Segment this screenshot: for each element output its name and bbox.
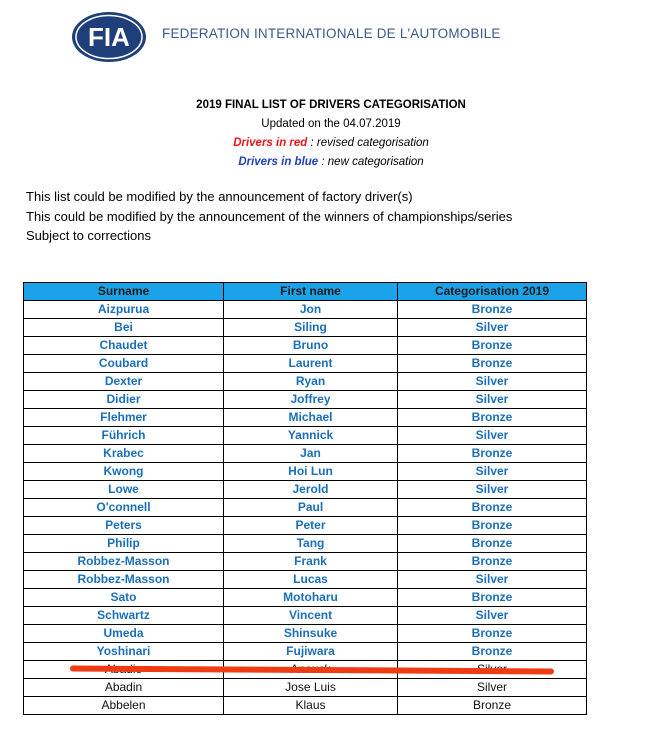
- cell-surname: Kwong: [24, 463, 224, 481]
- drivers-table: [23, 282, 587, 715]
- blue-legend: [0, 153, 662, 172]
- note-line: This could be modified by the announcement of the winners of championships/series: [26, 208, 513, 224]
- cell-first-name: Hoi Lun: [224, 463, 398, 481]
- page-title: 2019 FINAL LIST OF DRIVERS CATEGORISATION: [196, 99, 466, 111]
- col-header-surname: Surname: [24, 283, 224, 301]
- cell-first-name: Klaus: [224, 697, 398, 715]
- cell-categorisation: Silver: [398, 463, 587, 481]
- notes: [26, 187, 512, 246]
- cell-first-name: Yannick: [224, 427, 398, 445]
- cell-first-name: Tang: [224, 535, 398, 553]
- table-row: [24, 607, 587, 625]
- cell-categorisation: Bronze: [398, 517, 587, 535]
- cell-surname: Chaudet: [24, 337, 224, 355]
- table-row: [24, 679, 587, 697]
- table-row: [24, 373, 587, 391]
- cell-categorisation: Silver: [398, 679, 587, 697]
- col-header-categorisation: Categorisation 2019: [398, 283, 587, 301]
- cell-first-name: Vincent: [224, 607, 398, 625]
- cell-first-name: Frank: [224, 553, 398, 571]
- red-legend-desc: : revised categorisation: [307, 137, 429, 149]
- cell-surname: Coubard: [24, 355, 224, 373]
- cell-categorisation: Silver: [398, 391, 587, 409]
- updated-date: Updated on the 04.07.2019: [261, 118, 401, 130]
- header: [70, 10, 570, 64]
- cell-first-name: Bruno: [224, 337, 398, 355]
- cell-surname: Führich: [24, 427, 224, 445]
- cell-first-name: Shinsuke: [224, 625, 398, 643]
- cell-surname: Aizpurua: [24, 301, 224, 319]
- table-row: [24, 697, 587, 715]
- cell-surname: Abbelen: [24, 697, 224, 715]
- cell-first-name: Ryan: [224, 373, 398, 391]
- fia-logo: [70, 10, 148, 64]
- blue-legend-label: Drivers in blue: [238, 156, 319, 168]
- cell-categorisation: Silver: [398, 607, 587, 625]
- cell-first-name: Jerold: [224, 481, 398, 499]
- cell-surname: Lowe: [24, 481, 224, 499]
- table-row: [24, 337, 587, 355]
- cell-first-name: Michael: [224, 409, 398, 427]
- org-name: FEDERATION INTERNATIONALE DE L'AUTOMOBILE: [162, 26, 501, 41]
- cell-surname: Schwartz: [24, 607, 224, 625]
- cell-categorisation: Bronze: [398, 337, 587, 355]
- cell-surname: Umeda: [24, 625, 224, 643]
- cell-first-name: Peter: [224, 517, 398, 535]
- red-legend: [0, 134, 662, 153]
- cell-first-name: Lucas: [224, 571, 398, 589]
- cell-surname: Flehmer: [24, 409, 224, 427]
- table-body: [24, 301, 587, 715]
- cell-surname: Robbez-Masson: [24, 571, 224, 589]
- cell-surname: Philip: [24, 535, 224, 553]
- table-row: [24, 499, 587, 517]
- cell-first-name: Siling: [224, 319, 398, 337]
- cell-surname: Didier: [24, 391, 224, 409]
- table-row: [24, 589, 587, 607]
- cell-first-name: Jan: [224, 445, 398, 463]
- cell-first-name: Paul: [224, 499, 398, 517]
- cell-categorisation: Bronze: [398, 499, 587, 517]
- table-row: [24, 445, 587, 463]
- cell-surname: Dexter: [24, 373, 224, 391]
- table-row: [24, 481, 587, 499]
- table-row: [24, 571, 587, 589]
- cell-first-name: Jon: [224, 301, 398, 319]
- cell-categorisation: Bronze: [398, 535, 587, 553]
- cell-surname: Krabec: [24, 445, 224, 463]
- cell-categorisation: Bronze: [398, 643, 587, 661]
- cell-categorisation: Silver: [398, 373, 587, 391]
- table-row: [24, 355, 587, 373]
- table-row: [24, 553, 587, 571]
- blue-legend-desc: : new categorisation: [318, 156, 424, 168]
- cell-first-name: Jose Luis: [224, 679, 398, 697]
- col-header-first-name: First name: [224, 283, 398, 301]
- cell-categorisation: Bronze: [398, 697, 587, 715]
- cell-categorisation: Bronze: [398, 625, 587, 643]
- cell-first-name: Joffrey: [224, 391, 398, 409]
- table-row: [24, 535, 587, 553]
- cell-categorisation: Bronze: [398, 355, 587, 373]
- table-row: [24, 391, 587, 409]
- note-line: This list could be modified by the announcement of factory driver(s): [26, 189, 413, 204]
- table-row: [24, 319, 587, 337]
- cell-categorisation: Silver: [398, 571, 587, 589]
- table-row: [24, 643, 587, 661]
- red-legend-label: Drivers in red: [233, 137, 308, 149]
- cell-categorisation: Silver: [398, 481, 587, 499]
- cell-categorisation: Silver: [398, 319, 587, 337]
- table-row: [24, 517, 587, 535]
- table-row: [24, 301, 587, 319]
- logo-text: FIA: [88, 22, 130, 52]
- table-row: [24, 625, 587, 643]
- titles: [0, 96, 662, 172]
- cell-surname: Yoshinari: [24, 643, 224, 661]
- cell-surname: Peters: [24, 517, 224, 535]
- cell-surname: O'connell: [24, 499, 224, 517]
- cell-categorisation: Bronze: [398, 553, 587, 571]
- cell-surname: Bei: [24, 319, 224, 337]
- table-row: [24, 427, 587, 445]
- table-header-row: [24, 283, 587, 301]
- cell-categorisation: Bronze: [398, 445, 587, 463]
- cell-categorisation: Bronze: [398, 301, 587, 319]
- note-line: Subject to corrections: [26, 228, 152, 243]
- cell-categorisation: Bronze: [398, 409, 587, 427]
- table-row: [24, 463, 587, 481]
- cell-first-name: Motoharu: [224, 589, 398, 607]
- cell-first-name: Fujiwara: [224, 643, 398, 661]
- cell-categorisation: Silver: [398, 427, 587, 445]
- cell-surname: Abadin: [24, 679, 224, 697]
- cell-first-name: Laurent: [224, 355, 398, 373]
- table-row: [24, 409, 587, 427]
- cell-surname: Sato: [24, 589, 224, 607]
- cell-surname: Robbez-Masson: [24, 553, 224, 571]
- cell-categorisation: Bronze: [398, 589, 587, 607]
